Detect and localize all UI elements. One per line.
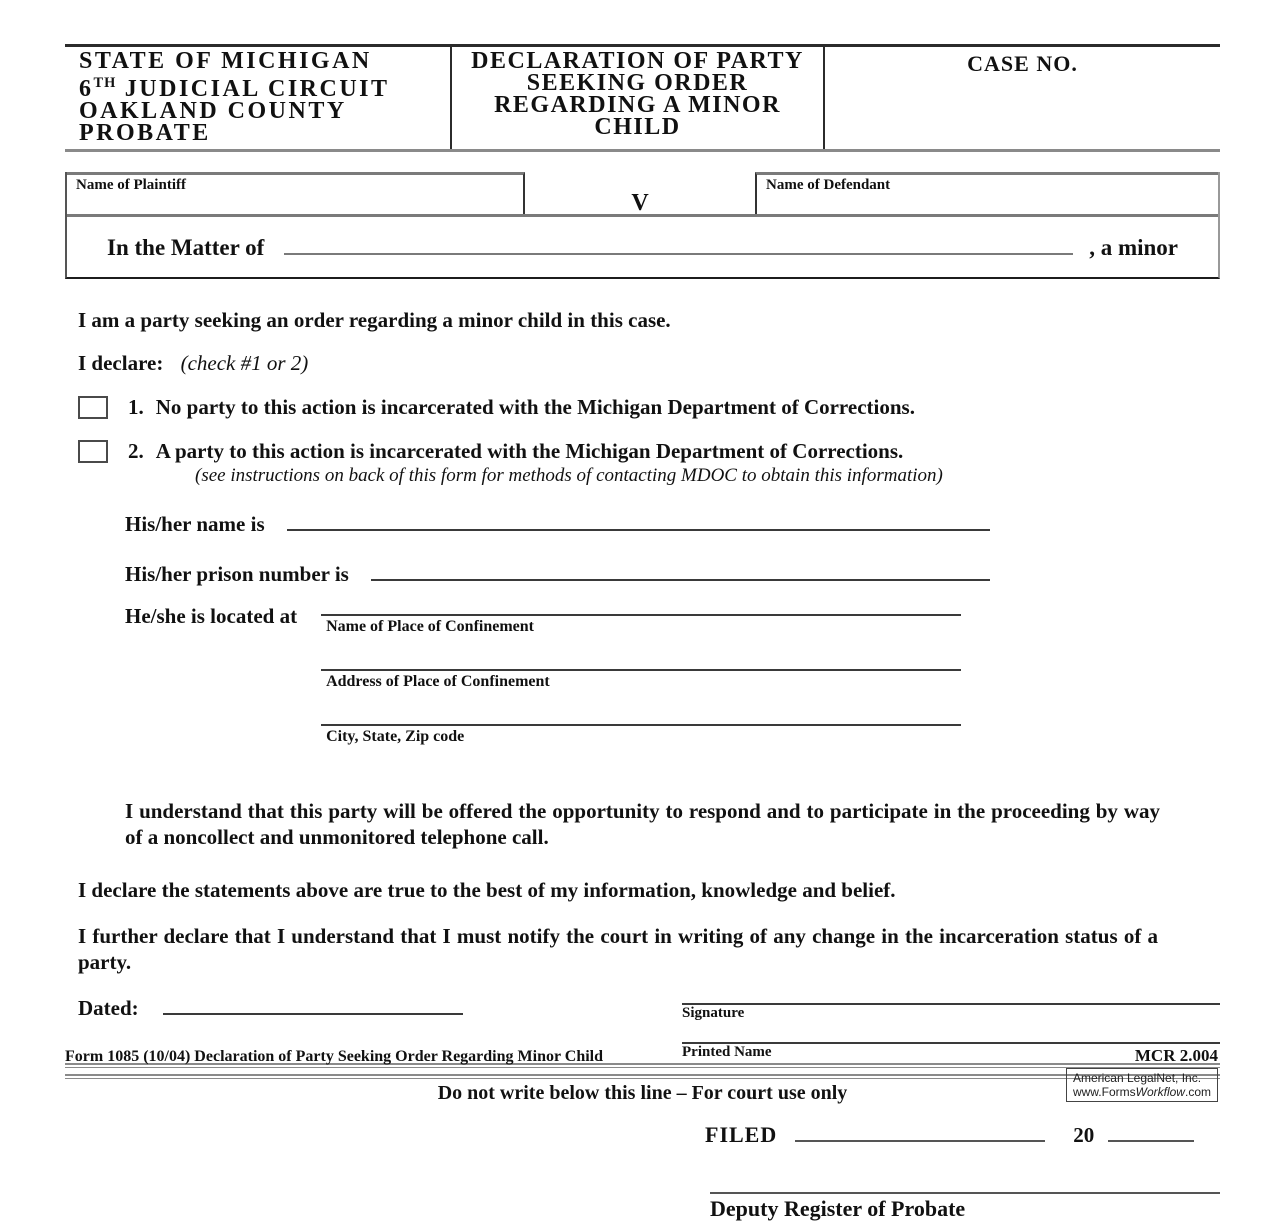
prison-number-row [125, 557, 990, 587]
filed-label: FILED [705, 1122, 778, 1147]
confinement-city-item [321, 702, 961, 746]
party-row [67, 172, 1218, 214]
legalnet-line-1: American LegalNet, Inc. [1072, 1071, 1202, 1085]
mcr-reference: MCR 2.004 [1134, 1046, 1218, 1065]
prisoner-name-input-line[interactable] [287, 507, 990, 531]
matter-input-line[interactable] [284, 229, 1073, 255]
caption-box [65, 172, 1220, 279]
court-name-block [65, 47, 450, 149]
filed-date-input-line[interactable] [795, 1120, 1045, 1142]
confinement-name-input-line[interactable] [321, 604, 961, 616]
understand-statement: I understand that this party will be offered the opportunity to respond and to participate in the proceeding by way of a noncollect and unmonitored telephone call. [125, 799, 1160, 849]
option-2-text: A party to this action is incarcerated with the Michigan Department of Corrections. [155, 439, 904, 463]
year-input-line[interactable] [1108, 1120, 1194, 1142]
declare-label: I declare: [78, 351, 164, 375]
court-line-1: STATE OF MICHIGAN [79, 48, 372, 74]
defendant-field-label: Name of Defendant [766, 177, 891, 193]
form-id: Form 1085 (10/04) Declaration of Party Seeking Order Regarding Minor Child [65, 1048, 604, 1065]
confinement-address-item [321, 647, 961, 691]
matter-row [67, 217, 1218, 277]
form-header [65, 44, 1220, 152]
form-title-line-1: DECLARATION OF PARTY [471, 48, 804, 74]
confinement-address-input-line[interactable] [321, 647, 961, 671]
confinement-address-label: Address of Place of Confinement [326, 673, 550, 690]
ordinal-superscript: TH [93, 75, 117, 91]
minor-suffix-label: , a minor [1089, 235, 1178, 260]
declare-instruction [78, 350, 1220, 376]
location-section [125, 604, 1220, 746]
intro-statement: I am a party seeking an order regarding a minor child in this case. [78, 308, 671, 332]
confinement-name-item [321, 604, 961, 636]
declare-note: (check #1 or 2) [180, 351, 309, 375]
filed-row [705, 1120, 1220, 1148]
option-2-row [65, 439, 1220, 464]
prison-number-input-line[interactable] [371, 557, 990, 581]
plaintiff-name-field[interactable] [67, 172, 525, 214]
located-at-label: He/she is located at [125, 604, 298, 628]
option-1-text: No party to this action is incarcerated with the Michigan Department of Corrections. [155, 395, 915, 419]
confinement-city-label: City, State, Zip code [326, 728, 465, 745]
truth-declaration: I declare the statements above are true to the best of my information, knowledge and belief. [78, 878, 896, 902]
prison-number-label: His/her prison number is [125, 562, 349, 586]
deputy-register-label: Deputy Register of Probate [710, 1196, 966, 1221]
option-1-row [65, 395, 1220, 420]
dated-input-line[interactable] [163, 991, 463, 1015]
prisoner-name-row [125, 507, 990, 537]
legalnet-line-2: www.FormsWorkflow.com [1072, 1085, 1211, 1099]
court-use-note: Do not write below this line – For court use only [437, 1082, 848, 1104]
plaintiff-field-label: Name of Plaintiff [76, 177, 186, 193]
option-1-checkbox[interactable] [78, 396, 108, 419]
option-2-note: (see instructions on back of this form for methods of contacting MDOC to obtain this information) [195, 465, 943, 486]
form-title [450, 47, 825, 149]
form-title-line-2: SEEKING ORDER [526, 70, 749, 96]
form-content [65, 0, 1220, 1222]
printed-name-label: Printed Name [682, 1044, 772, 1060]
defendant-name-field[interactable] [755, 172, 1218, 214]
confinement-city-input-line[interactable] [321, 702, 961, 726]
matter-label: In the Matter of [107, 235, 265, 260]
footer-right-column [1066, 1046, 1218, 1102]
form-title-line-3: REGARDING A MINOR CHILD [494, 92, 781, 140]
court-line-3: OAKLAND COUNTY PROBATE [79, 98, 346, 146]
form-footer [65, 1046, 1218, 1102]
dated-label: Dated: [78, 996, 139, 1020]
prisoner-name-label: His/her name is [125, 512, 265, 536]
versus-cell [525, 172, 755, 214]
signature-label: Signature [682, 1005, 745, 1021]
court-line-2: 6TH JUDICIAL CIRCUIT [79, 75, 390, 102]
option-2-checkbox[interactable] [78, 440, 108, 463]
printed-name-input-line[interactable] [682, 1024, 1220, 1044]
option-1-number: 1. [128, 395, 144, 419]
notify-declaration: I further declare that I understand that I must notify the court in writing of any change in the incarceration status of a party. [78, 924, 1158, 974]
option-2-number: 2. [128, 439, 144, 463]
deputy-signature-input-line[interactable] [710, 1170, 1220, 1194]
case-number-cell [825, 47, 1220, 149]
confinement-name-label: Name of Place of Confinement [326, 618, 535, 635]
confinement-lines [321, 604, 961, 746]
year-prefix-label: 20 [1073, 1123, 1095, 1147]
versus-label: V [631, 190, 649, 216]
legalnet-attribution-box [1066, 1068, 1218, 1102]
signature-input-line[interactable] [682, 991, 1220, 1005]
case-number-label: CASE NO. [967, 51, 1078, 76]
